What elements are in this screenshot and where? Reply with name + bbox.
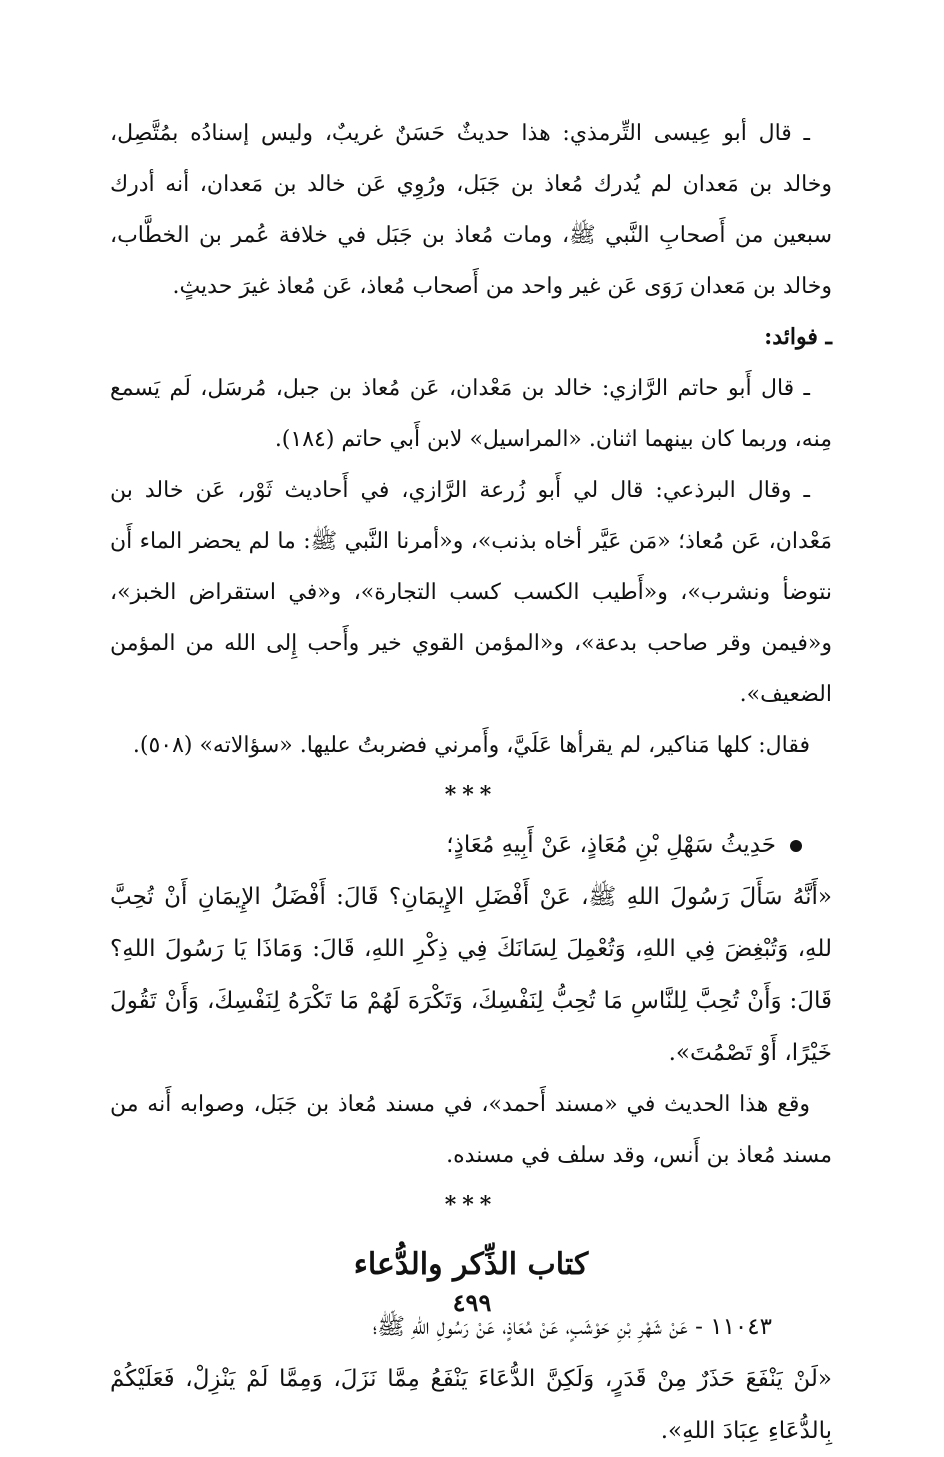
tirmidhi-paragraph: ـ قال أبو عِيسى التِّرمذي: هذا حديثٌ حَسَنٌ غريبٌ، وليس إسنادُه بمُتَّصِل، وخالد بن مَعدان لم يُدرك مُعاذ بن جَبَل، ورُوِي عَن خالد بن مَعدان، أنه أدرك سبعين من أَصحابِ النَّبي ﷺ، ومات مُعاذ بن جَبَل في خلافة عُمر بن الخطَّاب، وخالد بن مَعدان رَوَى عَن غير واحد من أَصحاب مُعاذ، عَن مُعاذ غيرَ حديثٍ. xyxy=(110,121,832,299)
hadith-title-line xyxy=(110,819,832,871)
fawaid-heading: ـ فوائد: xyxy=(764,324,832,350)
page-number: ٤٩٩ xyxy=(452,1288,492,1317)
dua-hadith-text: «لَنْ يَنْفَعَ حَذَرٌ مِنْ قَدَرٍ، وَلَكِنَّ الدُّعَاءَ يَنْفَعُ مِمَّا نَزَلَ، وَمِمَّا لَمْ يَنْزِلْ، فَعَلَيْكُمْ بِالدُّعَاءِ عِبَادَ اللهِ». xyxy=(110,1366,832,1444)
abu-hatim-paragraph: ـ قال أَبو حاتم الرَّازي: خالد بن مَعْدان، عَن مُعاذ بن جبل، مُرسَل، لَم يَسمع مِنه، وربما كان بينهما اثنان. «المراسيل» لابن أَبي حاتم (١٨٤). xyxy=(110,376,832,452)
bardhai-paragraph: ـ وقال البرذعي: قال لي أَبو زُرعة الرَّازي، في أَحاديث ثَوْر، عَن خالد بن مَعْدان، عَن مُعاذ؛ «مَن عَيَّر أخاه بذنب»، و«أمرنا النَّبي ﷺ: ما لم يحضر الماء أَن نتوضأ ونشرب»، و«أَطيب الكسب كسب التجارة»، و«في استقراض الخبز»، و«فيمن وقر صاحب بدعة»، و«المؤمن القوي خير وأَحب إِلى الله من المؤمن الضعيف». xyxy=(110,478,832,707)
hadith-text: «أَنَّهُ سَأَلَ رَسُولَ اللهِ ﷺ، عَنْ أَفْضَلِ الإِيمَانِ؟ قَالَ: أَفْضَلُ الإِيمَانِ أَنْ تُحِبَّ للهِ، وَتُبْغِضَ فِي اللهِ، وَتُعْمِلَ لِسَانَكَ فِي ذِكْرِ اللهِ، قَالَ: وَمَاذَا يَا رَسُولَ اللهِ؟ قَالَ: وَأَنْ تُحِبَّ لِلنَّاسِ مَا تُحِبُّ لِنَفْسِكَ، وَتَكْرَهَ لَهُمْ مَا تَكْرَهُ لِنَفْسِكَ، وَأَنْ تَقُولَ خَيْرًا، أَوْ تَصْمُتَ». xyxy=(110,884,832,1066)
separator-stars-2: *** xyxy=(444,1192,498,1218)
hadith-number-line: ١١٠٤٣ - عَنْ شَهْرِ بْنِ حَوْشَبٍ، عَنْ مُعَاذٍ، عَنْ رَسُولِ اللهِ ﷺ؛ xyxy=(372,1314,772,1340)
book-title: كتاب الذِّكر والدُّعاء xyxy=(353,1247,589,1282)
separator-stars: *** xyxy=(444,782,498,808)
bullet-icon xyxy=(790,840,802,852)
musnad-note-paragraph: وقع هذا الحديث في «مسند أَحمد»، في مسند مُعاذ بن جَبَل، وصوابه أَنه من مسند مُعاذ بن أَنس، وقد سلف في مسنده. xyxy=(110,1092,832,1168)
manakir-paragraph: فقال: كلها مَناكير، لم يقرأها عَلَيَّ، وأَمرني فضربتُ عليها. «سؤالاته» (٥٠٨). xyxy=(132,733,810,758)
hadith-title-text: حَدِيثُ سَهْلِ بْنِ مُعَاذٍ، عَنْ أَبِيهِ مُعَاذٍ؛ xyxy=(446,832,776,858)
